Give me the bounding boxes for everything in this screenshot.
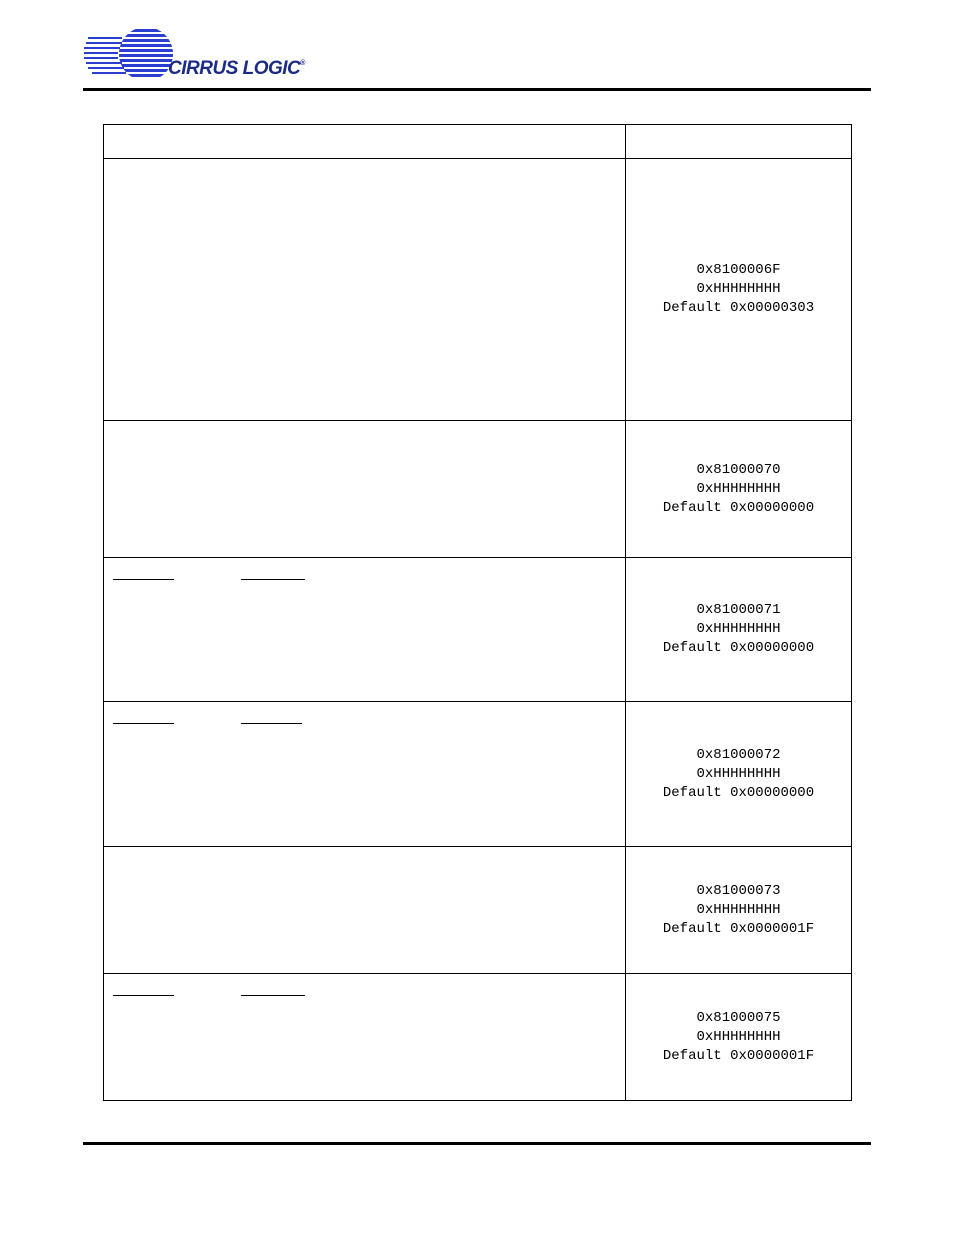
register-description — [104, 421, 626, 558]
register-address: 0x81000072 — [696, 746, 781, 763]
register-format: 0xHHHHHHHH — [696, 621, 781, 637]
register-description — [104, 159, 626, 421]
register-default: Default 0x0000001F — [662, 920, 815, 937]
register-default: Default 0x00000000 — [662, 784, 815, 801]
header-cell-description — [104, 125, 626, 159]
field-underline — [241, 579, 305, 580]
register-address: 0x81000075 — [696, 1009, 781, 1026]
field-underlines — [113, 995, 313, 997]
register-format: 0xHHHHHHHH — [696, 901, 781, 918]
register-format: 0xHHHHHHHH — [696, 1028, 781, 1045]
register-default: Default 0x00000303 — [662, 300, 815, 316]
register-description — [104, 974, 626, 1101]
field-underline — [113, 995, 174, 996]
field-underline — [113, 723, 174, 724]
table-row — [104, 159, 852, 421]
register-format: 0xHHHHHHHH — [696, 480, 781, 497]
field-underline — [113, 579, 174, 580]
field-underline — [241, 723, 302, 724]
table-row — [104, 847, 852, 974]
register-address-cell — [626, 558, 852, 702]
register-format: 0xHHHHHHHH — [696, 765, 781, 782]
table-row — [104, 558, 852, 702]
register-table — [103, 124, 852, 1101]
table-row — [104, 702, 852, 847]
field-underlines — [113, 579, 313, 581]
header-rule — [83, 88, 871, 91]
register-default: Default 0x00000000 — [662, 499, 815, 516]
register-address: 0x81000073 — [696, 882, 781, 899]
logo-wordmark: CIRRUS LOGIC® — [168, 58, 305, 79]
register-description — [104, 558, 626, 702]
table-row — [104, 974, 852, 1101]
register-address-cell — [626, 974, 852, 1101]
register-format: 0xHHHHHHHH — [696, 281, 781, 297]
register-default: Default 0x00000000 — [662, 640, 815, 656]
footer-rule — [83, 1142, 871, 1145]
register-description — [104, 847, 626, 974]
header-cell-address — [626, 125, 852, 159]
table-row — [104, 421, 852, 558]
register-address: 0x81000070 — [696, 461, 781, 478]
field-underlines — [113, 723, 313, 725]
field-underline — [241, 995, 305, 996]
register-address-cell — [626, 421, 852, 558]
register-address-cell — [626, 702, 852, 847]
register-address-cell — [626, 847, 852, 974]
register-description — [104, 702, 626, 847]
register-address-cell — [626, 159, 852, 421]
register-default: Default 0x0000001F — [662, 1047, 815, 1064]
register-address: 0x8100006F — [696, 262, 781, 278]
table-header-row — [104, 125, 852, 159]
register-address: 0x81000071 — [696, 602, 781, 618]
